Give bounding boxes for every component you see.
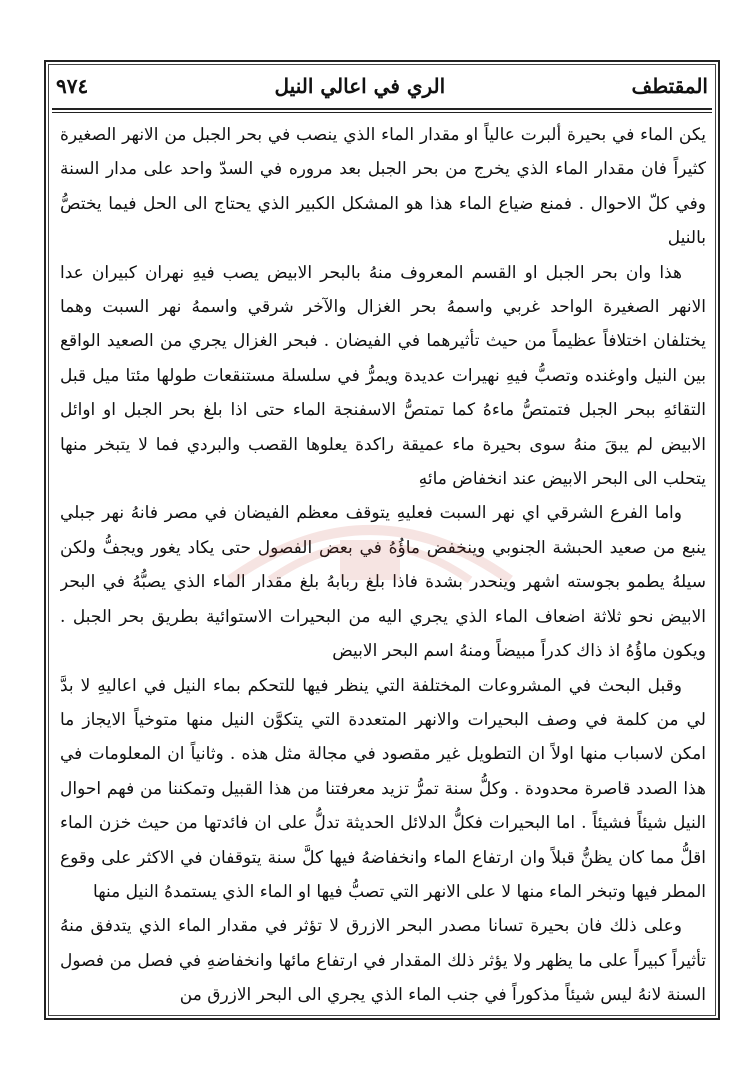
journal-name: المقتطف [631,74,708,98]
paragraph: وعلى ذلك فان بحيرة تسانا مصدر البحر الازرق لا تؤثر في مقدار الماء الذي يتدفق منهُ تأثيراً كبيراً على ما يظهر ولا يؤثر ذلك المقدار في ارتفاع مائها وانخفاضهِ في فصل من فصول السنة لانهُ ليس شيئاً مذكوراً في جنب الماء الذي يجري الى البحر الازرق من [60,916,706,1006]
paragraph: هذا وان بحر الجبل او القسم المعروف منهُ بالبحر الابيض يصب فيهِ نهران كبيران عدا الانهر الصغيرة الواحد غربي واسمهُ بحر الغزال والآخر شرقي واسمهُ نهر السبت وهما يختلفان اختلافاً عظيماً من حيث تأثيرهما في الفيضان . فبحر الغزال يجري من الصعيد الواقع بين النيل واوغنده وتصبُّ فيهِ نهيرات عديدة ويمرُّ في سلسلة مستنقعات طولها مئتا ميل قبل التقائهِ ببحر الجبل فتمتصُّ ماءهُ كما تمتصُّ الاسفنجة الماء حتى اذا بلغ بحر الجبل او اوائل الابيض لم يبقَ منهُ سوى بحيرة ماء عميقة راكدة يعلوها القصب والبردي فما لا يتبخر منها يتحلب الى البحر الابيض عند انخفاض مائهِ [60,262,706,490]
header-rule [52,108,712,110]
running-header [56,66,708,106]
page-number: ٩٧٤ [56,74,89,98]
paragraph: يكن الماء في بحيرة ألبرت عالياً او مقدار الماء الذي ينصب في بحر الجبل من الانهر الصغيرة كثيراً فان مقدار الماء الذي يخرج من بحر الجبل بعد مروره في السدّ واحد على مدار السنة وفي كلّ الاحوال . فمنع ضياع الماء هذا هو المشكل الكبير الذي يحتاج الى الحل فيما يختصُّ بالنيل [60,125,706,249]
paragraph: واما الفرع الشرقي اي نهر السبت فعليهِ يتوقف معظم الفيضان في مصر فانهُ نهر جبلي ينبع من صعيد الحبشة الجنوبي وينخفض ماؤُهُ في بعض الفصول حتى يكاد يغور ويجفُّ ولكن سيلهُ يطمو بجوسته اشهر وينحدر بشدة فاذا بلغ ربابهُ بلغ مقدار الماء الذي يصبُّهُ في البحر الابيض نحو ثلاثة اضعاف الماء الذي يجري اليه من البحيرات الاستوائية بطريق بحر الجبل . ويكون ماؤُهُ اذ ذاك كدراً مبيضاً ومنهُ اسم البحر الابيض [60,503,706,662]
header-rule-thin [52,112,712,113]
article-body [60,118,706,1008]
paragraph: وقبل البحث في المشروعات المختلفة التي ينظر فيها للتحكم بماء النيل في اعاليهِ لا بدَّ لي من كلمة في وصف البحيرات والانهر المتعددة التي يتكوَّن النيل منها متوخياً الايجاز ما امكن لاسباب منها اولاً ان التطويل غير مقصود في مجالة مثل هذه . وثانياً ان المعلومات في هذا الصدد قاصرة محدودة . وكلُّ سنة تمرُّ تزيد معرفتنا من هذا القبيل وتمكننا من فهم احوال النيل شيئاً فشيئاً . اما البحيرات فكلُّ الدلائل الحديثة تدلُّ على ان فائدتها من حيث خزن الماء اقلُّ مما كان يظنُّ قبلاً وان ارتفاع الماء وانخفاضهُ فيها كلَّ سنة يتوقفان في الاكثر على وقوع المطر فيها وتبخر الماء منها لا على الانهر التي تصبُّ فيها او الماء الذي يستمدهُ النيل منها [60,675,706,902]
article-title: الري في اعالي النيل [274,74,446,98]
